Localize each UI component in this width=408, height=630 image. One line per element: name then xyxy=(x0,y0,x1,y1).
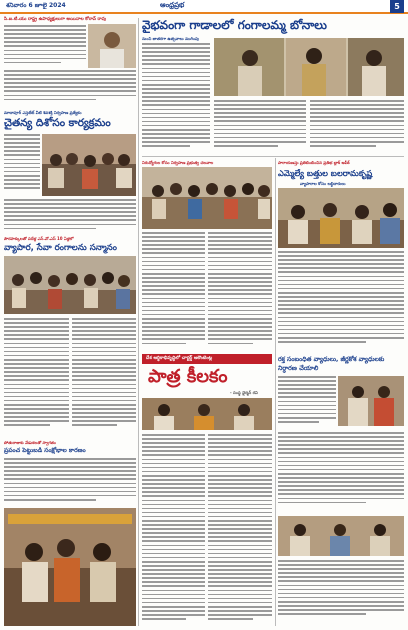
story-kicker: సి.ఐ.టి.యు రాష్ట్ర ఉపాధ్యక్షులుగా అయినాల కోరావ్ రావు xyxy=(4,17,107,22)
story-body xyxy=(4,70,136,106)
story-photo xyxy=(338,376,404,426)
story-body xyxy=(278,376,336,428)
story-photo xyxy=(142,398,272,430)
story-body xyxy=(278,560,404,626)
story-photo xyxy=(278,516,404,556)
story-body xyxy=(142,434,205,626)
story-body xyxy=(208,232,272,348)
story-body xyxy=(208,434,272,626)
story-body xyxy=(4,25,86,69)
story-body xyxy=(4,318,69,436)
page-header xyxy=(0,0,408,14)
story-title: చైతన్య దిశోసం కార్యక్రమం xyxy=(4,117,111,129)
story-byline: - సంస్థ ఛైర్మన్ రవి xyxy=(230,390,258,395)
story-title: ఎమ్మెల్యే బత్తుల బలరామకృష్ణ xyxy=(278,168,373,178)
story-kicker: పౌరహక్కులతో పదేళ్ల ఎస్.వో.ఎస్ 10 ఏళ్లలో xyxy=(4,236,74,241)
story-kicker: పోతురాజుకు వేడుకలతో స్వాగతం xyxy=(4,440,56,445)
story-kicker: పారాయణస్తు ప్రతిబింబించిన ప్రతిభ బ్లాక్ ఆపీక్ xyxy=(278,160,350,165)
story-body xyxy=(4,458,136,504)
story-photo xyxy=(42,134,136,196)
section-rule xyxy=(142,156,404,157)
story-photo xyxy=(278,188,404,248)
story-title: పాత్ర కీలకం xyxy=(148,366,228,387)
story-body xyxy=(142,43,210,151)
page-number: 5 xyxy=(390,0,404,13)
issue-date: శనివారం 6 జూలై 2024 xyxy=(6,2,66,9)
column-rule xyxy=(275,158,276,358)
story-body xyxy=(4,134,40,196)
newspaper-name: ఆంధ్రప్రభ xyxy=(160,1,185,9)
story-photo xyxy=(142,167,272,229)
story-photo xyxy=(88,24,136,68)
story-deck: వ్యాపారాల కోసం లబ్ధిదారులు xyxy=(300,181,346,186)
story-title: వైభవంగా గాడాలలో గంగాలమ్మ బోనాలు xyxy=(142,18,327,32)
story-body xyxy=(72,318,136,436)
story-photo xyxy=(214,38,404,96)
story-photo xyxy=(4,508,136,626)
story-kicker: నిరుద్యోగుల కోసం నిర్వహణ ప్రభుత్వ చలవాల xyxy=(142,160,214,165)
story-deck: నుంచి జాతరగా ఉత్సవాలు ముగింపు xyxy=(142,36,200,41)
story-body xyxy=(4,199,136,233)
column-rule xyxy=(275,354,276,626)
story-title: రక్త సంబంధిత వ్యాధులు, జీర్ణకోశ వ్యాధులకు నిర్ధారణ చేయాలి xyxy=(278,356,385,372)
column-rule xyxy=(138,18,139,626)
story-kicker: దేశ ఆర్థికాభివృద్ధిలో చార్టర్డ్ అకౌంటెంట్ల xyxy=(142,354,272,364)
story-body xyxy=(278,432,404,512)
story-body xyxy=(214,100,306,152)
story-title: వ్యాపార, సేవా రంగాలను సన్మానం xyxy=(4,243,117,253)
story-kicker: మాదాపూర్ ఎస్తటేట్ వీటి శివశక్తి నిర్వహణ ప్రత్యేకం xyxy=(4,110,82,115)
story-body xyxy=(142,232,205,348)
story-title: ప్రపంచ పెట్టుబడి సంక్షోభాల కారణం xyxy=(4,447,86,454)
story-body xyxy=(310,100,404,152)
story-body xyxy=(278,251,404,349)
story-photo xyxy=(4,256,136,314)
